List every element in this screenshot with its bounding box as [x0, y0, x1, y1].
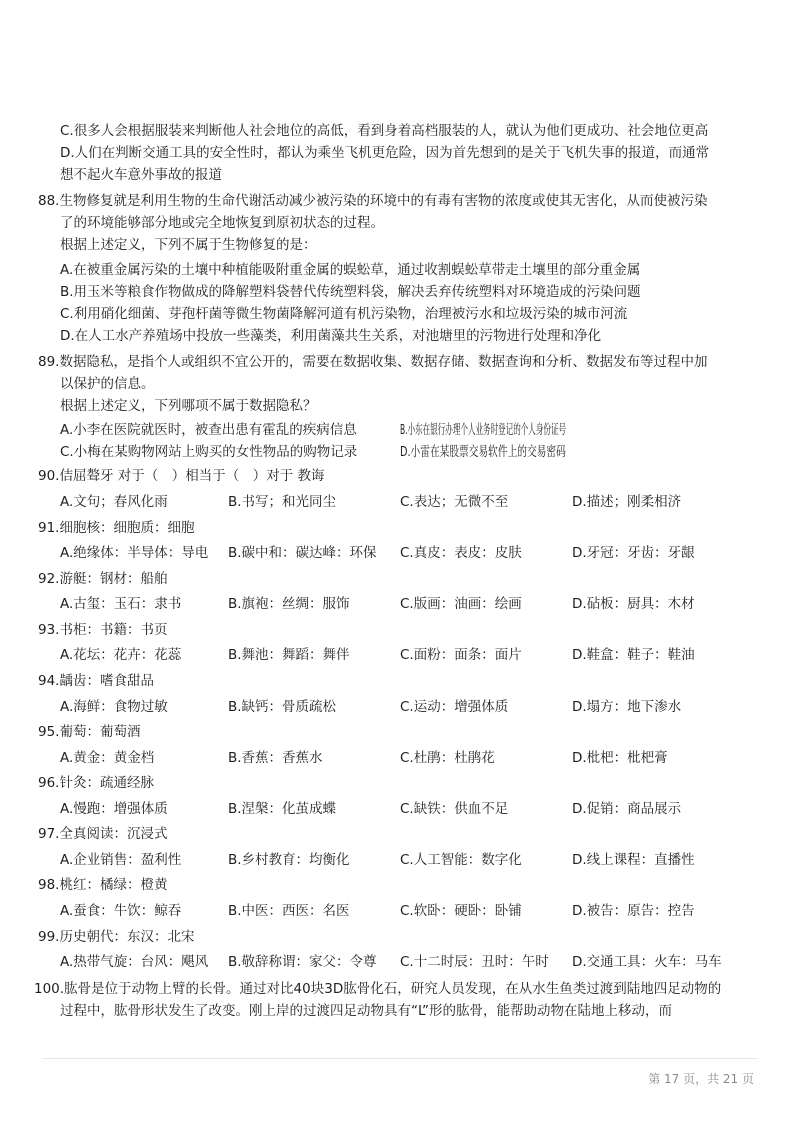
q100-stem-line-2: 过程中，肱骨形状发生了改变。刚上岸的过渡四足动物具有“L”形的肱骨，能帮助动物在陆地上移动，而: [60, 1003, 672, 1019]
q93-option-d[interactable]: D.鞋盒：鞋子：鞋油: [572, 647, 695, 663]
q88-option-d[interactable]: D.在人工水产养殖场中投放一些藻类，利用菌藻共生关系，对池塘里的污物进行处理和净化: [60, 328, 602, 344]
q99-stem: 99.历史朝代：东汉：北宋: [38, 929, 195, 945]
q92-option-b[interactable]: B.旗袍：丝绸：服饰: [228, 596, 350, 612]
q89-option-a[interactable]: A.小李在医院就医时，被查出患有霍乱的疾病信息: [60, 422, 357, 438]
q99-option-a[interactable]: A.热带气旋：台风：飓风: [60, 954, 209, 970]
q99-option-c[interactable]: C.十二时辰：丑时：午时: [400, 954, 549, 970]
q88-option-a[interactable]: A.在被重金属污染的土壤中种植能吸附重金属的蜈蚣草，通过收割蜈蚣草带走土壤里的部分重金属: [60, 262, 641, 278]
q88-option-c[interactable]: C.利用硝化细菌、芽孢杆菌等微生物菌降解河道有机污染物，治理被污水和垃圾污染的城市河流: [60, 306, 628, 322]
q94-option-a[interactable]: A.海鲜：食物过敏: [60, 699, 168, 715]
q89-option-d[interactable]: D.小雷在某股票交易软件上的交易密码: [400, 444, 566, 460]
q99-option-d[interactable]: D.交通工具：火车：马车: [572, 954, 722, 970]
q89-stem-line-1: 89.数据隐私，是指个人或组织不宜公开的，需要在数据收集、数据存储、数据查询和分析、数据发布等过程中加: [38, 354, 708, 370]
q88-stem-line-1: 88.生物修复就是利用生物的生命代谢活动减少被污染的环境中的有毒有害物的浓度或使其无害化，从而使被污染: [38, 193, 708, 209]
q96-option-b[interactable]: B.涅槃：化茧成蝶: [228, 801, 337, 817]
prev-option-c: C.很多人会根据服装来判断他人社会地位的高低，看到身着高档服装的人，就认为他们更成功、社会地位更高: [60, 123, 709, 139]
q94-stem: 94.龋齿：嗜食甜品: [38, 673, 154, 689]
q94-option-b[interactable]: B.缺钙：骨质疏松: [228, 699, 337, 715]
q95-option-d[interactable]: D.枇杷：枇杷膏: [572, 750, 668, 766]
q88-ask: 根据上述定义，下列不属于生物修复的是：: [60, 237, 317, 253]
q94-option-d[interactable]: D.塌方：地下渗水: [572, 699, 682, 715]
q96-option-a[interactable]: A.慢跑：增强体质: [60, 801, 168, 817]
q90-option-b[interactable]: B.书写；和光同尘: [228, 494, 337, 510]
q91-option-a[interactable]: A.绝缘体：半导体：导电: [60, 545, 209, 561]
q98-option-a[interactable]: A.蚕食：牛饮：鲸吞: [60, 903, 182, 919]
q94-option-c[interactable]: C.运动：增强体质: [400, 699, 509, 715]
q96-option-c[interactable]: C.缺铁：供血不足: [400, 801, 509, 817]
footer-divider: [42, 1058, 758, 1059]
q98-option-b[interactable]: B.中医：西医：名医: [228, 903, 350, 919]
q91-option-c[interactable]: C.真皮：表皮：皮肤: [400, 545, 522, 561]
q95-stem: 95.葡萄：葡萄酒: [38, 724, 141, 740]
q88-option-b[interactable]: B.用玉米等粮食作物做成的降解塑料袋替代传统塑料袋，解决丢弃传统塑料对环境造成的污染问题: [60, 284, 641, 300]
q93-option-c[interactable]: C.面粉：面条：面片: [400, 647, 522, 663]
q91-option-d[interactable]: D.牙冠：牙齿：牙龈: [572, 545, 695, 561]
q100-stem-line-1: 100.肱骨是位于动物上臂的长骨。通过对比40块3D肱骨化石，研究人员发现，在从水生鱼类过渡到陆地四足动物的: [34, 981, 722, 997]
q98-option-d[interactable]: D.被告：原告：控告: [572, 903, 695, 919]
q90-option-a[interactable]: A.文句；春风化雨: [60, 494, 168, 510]
q92-stem: 92.游艇：钢材：船舶: [38, 571, 168, 587]
q97-stem: 97.全真阅读：沉浸式: [38, 826, 168, 842]
q95-option-c[interactable]: C.杜鹃：杜鹃花: [400, 750, 495, 766]
q89-stem-line-2: 以保护的信息。: [60, 376, 155, 392]
q91-option-b[interactable]: B.碳中和：碳达峰：环保: [228, 545, 377, 561]
q93-stem: 93.书柜：书籍：书页: [38, 622, 168, 638]
q91-stem: 91.细胞核：细胞质：细胞: [38, 520, 195, 536]
q95-option-b[interactable]: B.香蕉：香蕉水: [228, 750, 323, 766]
page-number: 第 17 页，共 21 页: [648, 1072, 754, 1086]
q89-option-c[interactable]: C.小梅在某购物网站上购买的女性物品的购物记录: [60, 444, 358, 460]
q96-option-d[interactable]: D.促销：商品展示: [572, 801, 682, 817]
q92-option-c[interactable]: C.版画：油画：绘画: [400, 596, 522, 612]
q97-option-c[interactable]: C.人工智能：数字化: [400, 852, 522, 868]
q92-option-a[interactable]: A.古玺：玉石：隶书: [60, 596, 182, 612]
q99-option-b[interactable]: B.敬辞称谓：家父：令尊: [228, 954, 377, 970]
q90-stem: 90.佶屈聱牙 对于（ ）相当于（ ）对于 教诲: [38, 468, 325, 484]
q90-option-c[interactable]: C.表达；无微不至: [400, 494, 509, 510]
q89-ask: 根据上述定义，下列哪项不属于数据隐私？: [60, 398, 317, 414]
q92-option-d[interactable]: D.砧板：厨具：木材: [572, 596, 695, 612]
q93-option-a[interactable]: A.花坛：花卉：花蕊: [60, 647, 182, 663]
q95-option-a[interactable]: A.黄金：黄金档: [60, 750, 155, 766]
q90-option-d[interactable]: D.描述；刚柔相济: [572, 494, 682, 510]
q97-option-b[interactable]: B.乡村教育：均衡化: [228, 852, 350, 868]
q98-option-c[interactable]: C.软卧：硬卧：卧铺: [400, 903, 522, 919]
prev-option-d: D.人们在判断交通工具的安全性时，都认为乘坐飞机更危险，因为首先想到的是关于飞机失事的报道，而通常: [60, 145, 710, 161]
q98-stem: 98.桃红：橘绿：橙黄: [38, 877, 168, 893]
prev-option-d-cont: 想不起火车意外事故的报道: [60, 167, 222, 183]
q89-option-b[interactable]: B.小东在银行办理个人业务时登记的个人身份证号: [400, 422, 567, 438]
q88-stem-line-2: 了的环境能够部分地或完全地恢复到原初状态的过程。: [60, 215, 384, 231]
q97-option-a[interactable]: A.企业销售：盈利性: [60, 852, 182, 868]
q97-option-d[interactable]: D.线上课程：直播性: [572, 852, 695, 868]
q93-option-b[interactable]: B.舞池：舞蹈：舞伴: [228, 647, 350, 663]
q96-stem: 96.针灸：疏通经脉: [38, 775, 154, 791]
